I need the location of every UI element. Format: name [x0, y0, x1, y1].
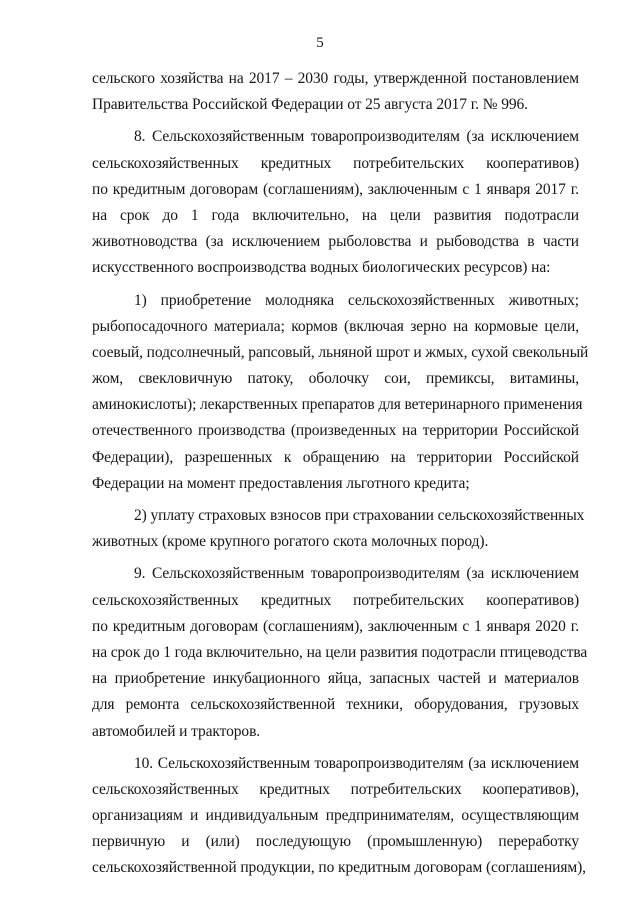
text-line: рыбопосадочного материала; кормов (включая зерно на кормовые цели,: [92, 317, 579, 335]
text-line: на срок до 1 года включительно, на цели развития подотрасли птицеводства: [92, 643, 588, 661]
text-line: организациям и индивидуальным предпринимателям, осуществляющим: [92, 807, 579, 825]
text-line: Федерации на момент предоставления льготного кредита;: [92, 474, 470, 492]
text-line: Правительства Российской Федерации от 25 августа 2017 г. № 996.: [92, 96, 528, 114]
paragraph-continuation: [92, 66, 579, 118]
text-line: автомобилей и тракторов.: [92, 722, 261, 740]
paragraph-subitem-1: [92, 288, 589, 498]
text-line: соевый, подсолнечный, рапсовый, льняной шрот и жмых, сухой свекольный: [92, 343, 589, 361]
paragraph-item-8: [92, 124, 579, 281]
text-line: отечественного производства (произведенных на территории Российской: [92, 422, 579, 440]
text-line: искусственного воспроизводства водных биологических ресурсов) на:: [92, 259, 551, 277]
text-line: жом, свекловичную патоку, оболочку сои, премиксы, витамины,: [92, 370, 579, 388]
text-line: 8. Сельскохозяйственным товаропроизводителям (за исключением: [134, 128, 579, 146]
text-line: первичную и (или) последующую (промышленную) переработку: [92, 833, 579, 851]
text-line: сельского хозяйства на 2017 – 2030 годы, утвержденной постановлением: [92, 70, 579, 87]
text-line: для ремонта сельскохозяйственной техники, оборудования, грузовых: [92, 696, 579, 714]
text-line: животных (кроме крупного рогатого скота молочных пород).: [92, 533, 489, 551]
text-line: 9. Сельскохозяйственным товаропроизводителям (за исключением: [134, 565, 579, 583]
paragraph-item-10: [92, 751, 586, 882]
text-line: животноводства (за исключением рыболовства и рыбоводства в части: [92, 233, 579, 251]
text-line: на приобретение инкубационного яйца, запасных частей и материалов: [92, 670, 579, 688]
text-line: сельскохозяйственных кредитных потребительских кооперативов): [92, 154, 579, 172]
paragraph-subitem-2: [92, 503, 585, 555]
text-line: 2) уплату страховых взносов при страховании сельскохозяйственных: [134, 507, 585, 524]
text-line: 1) приобретение молодняка сельскохозяйственных животных;: [134, 291, 579, 309]
text-line: сельскохозяйственных кредитных потребительских кооперативов): [92, 591, 579, 609]
text-line: аминокислоты); лекарственных препаратов для ветеринарного применения: [92, 396, 583, 414]
text-line: на срок до 1 года включительно, на цели развития подотрасли: [92, 206, 579, 224]
page-number: 5: [316, 35, 324, 51]
text-line: по кредитным договорам (соглашениям), заключенным с 1 января 2017 г.: [92, 180, 579, 198]
document-body: [92, 66, 589, 882]
text-line: Федерации), разрешенных к обращению на территории Российской: [92, 448, 579, 466]
text-line: сельскохозяйственных кредитных потребительских кооперативов),: [92, 780, 579, 798]
text-line: 10. Сельскохозяйственным товаропроизводителям (за исключением: [134, 754, 579, 772]
text-line: по кредитным договорам (соглашениям), заключенным с 1 января 2020 г.: [92, 617, 579, 635]
text-line: сельскохозяйственной продукции, по кредитным договорам (соглашениям),: [92, 859, 586, 877]
paragraph-item-9: [92, 561, 588, 744]
